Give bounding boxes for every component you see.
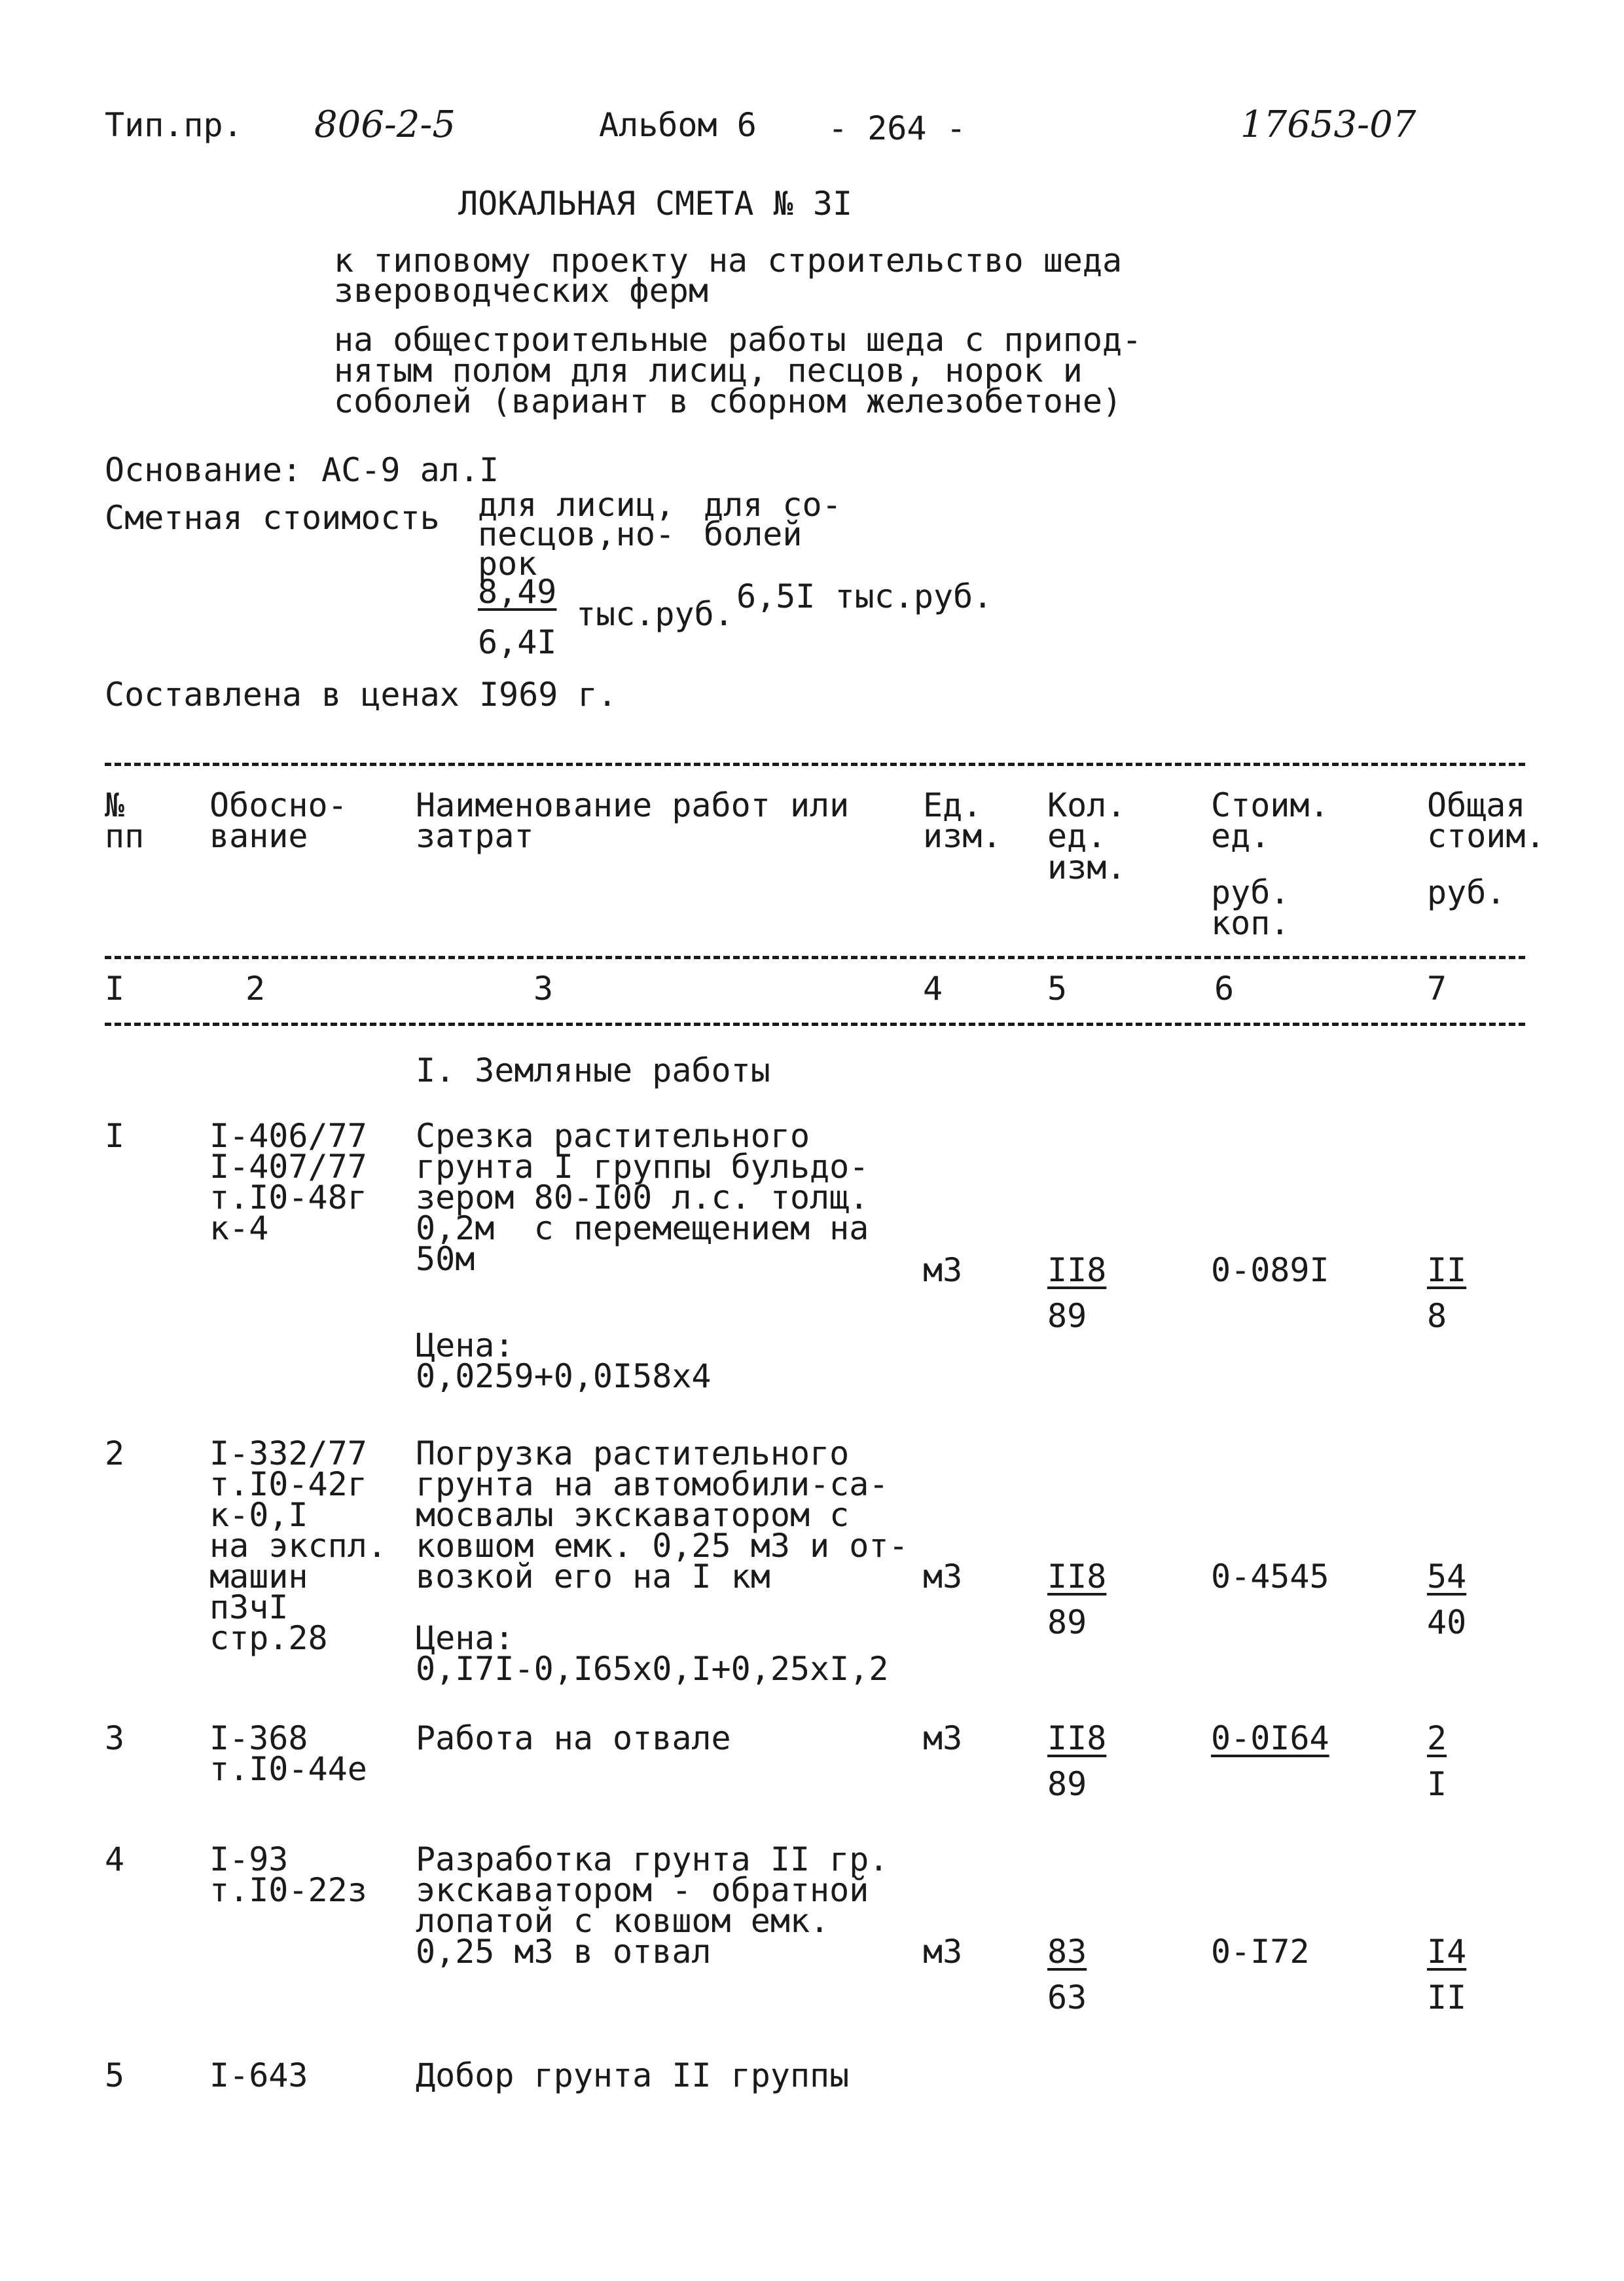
title-line-4: нятым полом для лисиц, песцов, норок и <box>334 352 1083 390</box>
row-basis: I-643 <box>209 2056 308 2094</box>
title-line-2: звероводческих ферм <box>334 272 708 310</box>
title-line-5: соболей (вариант в сборном железобетоне) <box>334 382 1123 420</box>
basis-line: Основание: АС-9 ал.I <box>105 451 499 489</box>
cost-col-b-line-1: для со- <box>704 486 842 524</box>
row-basis: I-332/77 <box>209 1434 367 1472</box>
header-name-l2: затрат <box>416 817 534 855</box>
header-unit-cost-l3: руб. <box>1211 873 1290 911</box>
row-basis: к-4 <box>209 1209 269 1247</box>
header-total-l2: стоим. <box>1427 817 1545 855</box>
row-price-note: Цена: <box>416 1326 514 1364</box>
col-number-2: 2 <box>245 970 266 1008</box>
estimated-cost-label: Сметная стоимость <box>105 499 440 537</box>
row-basis: I-406/77 <box>209 1117 367 1155</box>
row-work-name: грунта на автомобили-са- <box>416 1465 889 1503</box>
header-doc-code: 17653-07 <box>1240 103 1416 146</box>
title-line-3: на общестроительные работы шеда с припод- <box>334 321 1142 359</box>
row-basis: на экспл. <box>209 1527 387 1565</box>
row-total-top: I4 <box>1427 1933 1467 1971</box>
row-basis: I-93 <box>209 1840 289 1878</box>
col-number-3: 3 <box>533 970 554 1008</box>
row-unit: м3 <box>923 1719 963 1757</box>
row-work-name: экскаватором - обратной <box>416 1871 869 1909</box>
header-unit-l2: изм. <box>923 817 1002 855</box>
row-unit-cost: 0-0I64 <box>1211 1719 1329 1757</box>
row-unit: м3 <box>923 1558 963 1596</box>
row-number: 4 <box>105 1840 125 1878</box>
header-qty-l2: ед. <box>1047 817 1107 855</box>
cost-value-a-bottom: 6,4I <box>478 623 557 661</box>
row-qty-bottom: 89 <box>1047 1765 1087 1803</box>
row-basis: I-407/77 <box>209 1148 367 1186</box>
row-work-name: возкой его на I км <box>416 1558 770 1596</box>
row-work-name: 0,2м с перемещением на <box>416 1209 869 1247</box>
row-basis: т.I0-22з <box>209 1871 367 1909</box>
row-work-name: Погрузка растительного <box>416 1434 850 1472</box>
prices-year: Составлена в ценах I969 г. <box>105 676 617 714</box>
row-total-top: 2 <box>1427 1719 1447 1757</box>
row-total-top: 54 <box>1427 1558 1467 1596</box>
row-price-note: Цена: <box>416 1619 514 1657</box>
cost-col-a-line-1: для лисиц, <box>478 486 676 524</box>
header-basis-l2: вание <box>209 817 308 855</box>
row-total-bottom: II <box>1427 1979 1467 2016</box>
col-number-7: 7 <box>1427 970 1447 1008</box>
row-work-name: зером 80-I00 л.с. толщ. <box>416 1178 869 1216</box>
row-work-name: грунта I группы бульдо- <box>416 1148 869 1186</box>
row-qty-bottom: 89 <box>1047 1297 1087 1335</box>
row-total-bottom: 40 <box>1427 1603 1467 1641</box>
header-total-l3: руб. <box>1427 873 1506 911</box>
table-header-rule <box>105 956 1525 959</box>
cost-value-a-top: 8,49 <box>478 573 557 611</box>
row-unit: м3 <box>923 1933 963 1971</box>
row-basis: I-368 <box>209 1719 308 1757</box>
header-qty-l3: изм. <box>1047 849 1127 886</box>
col-number-1: I <box>105 970 125 1008</box>
row-total-top: II <box>1427 1251 1467 1289</box>
row-work-name: 50м <box>416 1240 475 1278</box>
header-unit-cost-l4: коп. <box>1211 904 1290 942</box>
row-basis: к-0,I <box>209 1496 308 1534</box>
row-total-bottom: I <box>1427 1765 1447 1803</box>
cost-value-a-unit: тыс.руб. <box>576 595 734 633</box>
title-line-1: к типовому проекту на строительство шеда <box>334 242 1123 280</box>
header-album: Альбом 6 <box>599 106 757 144</box>
header-num-l2: пп <box>105 817 145 855</box>
header-unit-cost-l1: Стоим. <box>1211 786 1329 824</box>
row-unit-cost: 0-4545 <box>1211 1558 1329 1596</box>
cost-col-a-line-3: рок <box>478 545 537 583</box>
row-basis: т.I0-48г <box>209 1178 367 1216</box>
row-qty-bottom: 89 <box>1047 1603 1087 1641</box>
row-work-name: мосвалы экскаватором с <box>416 1496 850 1534</box>
header-unit-cost-l2: ед. <box>1211 817 1271 855</box>
cost-value-b: 6,5I тыс.руб. <box>736 577 993 615</box>
row-work-name: Работа на отвале <box>416 1719 731 1757</box>
row-qty-top: II8 <box>1047 1719 1107 1757</box>
row-work-name: 0,25 м3 в отвал <box>416 1933 712 1971</box>
section-earthworks-title: I. Земляные работы <box>416 1051 770 1089</box>
row-qty-top: II8 <box>1047 1251 1107 1289</box>
row-qty-top: 83 <box>1047 1933 1087 1971</box>
cost-col-a-line-2: песцов,но- <box>478 515 676 553</box>
row-price-note: 0,0259+0,0I58х4 <box>416 1357 712 1395</box>
row-basis: т.I0-42г <box>209 1465 367 1503</box>
col-number-5: 5 <box>1047 970 1068 1008</box>
header-qty-l1: Кол. <box>1047 786 1127 824</box>
row-work-name: Разработка грунта II гр. <box>416 1840 889 1878</box>
table-numbers-rule <box>105 1023 1525 1026</box>
header-name-l1: Наименование работ или <box>416 786 850 824</box>
row-basis: п3чI <box>209 1588 289 1626</box>
document-heading: ЛОКАЛЬНАЯ СМЕТА № 3I <box>458 185 853 223</box>
header-total-l1: Общая <box>1427 786 1526 824</box>
header-unit-l1: Ед. <box>923 786 983 824</box>
row-basis: т.I0-44е <box>209 1750 367 1788</box>
header-tip-pr: Тип.пр. <box>105 106 243 144</box>
row-basis: машин <box>209 1558 308 1596</box>
header-num-l1: № <box>105 786 125 824</box>
col-number-4: 4 <box>923 970 943 1008</box>
table-top-rule <box>105 763 1525 766</box>
row-qty-top: II8 <box>1047 1558 1107 1596</box>
header-project-number: 806-2-5 <box>314 103 456 146</box>
cost-col-b-line-2: болей <box>704 515 803 553</box>
col-number-6: 6 <box>1214 970 1235 1008</box>
row-work-name: лопатой с ковшом емк. <box>416 1902 830 1940</box>
row-qty-bottom: 63 <box>1047 1979 1087 2016</box>
row-work-name: ковшом емк. 0,25 м3 и от- <box>416 1527 909 1565</box>
row-work-name: Срезка растительного <box>416 1117 810 1155</box>
row-unit: м3 <box>923 1251 963 1289</box>
header-basis-l1: Обосно- <box>209 786 348 824</box>
row-work-name: Добор грунта II группы <box>416 2056 850 2094</box>
row-unit-cost: 0-089I <box>1211 1251 1329 1289</box>
row-price-note: 0,I7I-0,I65х0,I+0,25хI,2 <box>416 1650 889 1688</box>
row-unit-cost: 0-I72 <box>1211 1933 1310 1971</box>
row-number: 3 <box>105 1719 125 1757</box>
row-total-bottom: 8 <box>1427 1297 1447 1335</box>
header-page-number: - 264 - <box>828 109 966 147</box>
row-number: I <box>105 1117 125 1155</box>
row-number: 5 <box>105 2056 125 2094</box>
row-basis: стр.28 <box>209 1619 328 1657</box>
row-number: 2 <box>105 1434 125 1472</box>
